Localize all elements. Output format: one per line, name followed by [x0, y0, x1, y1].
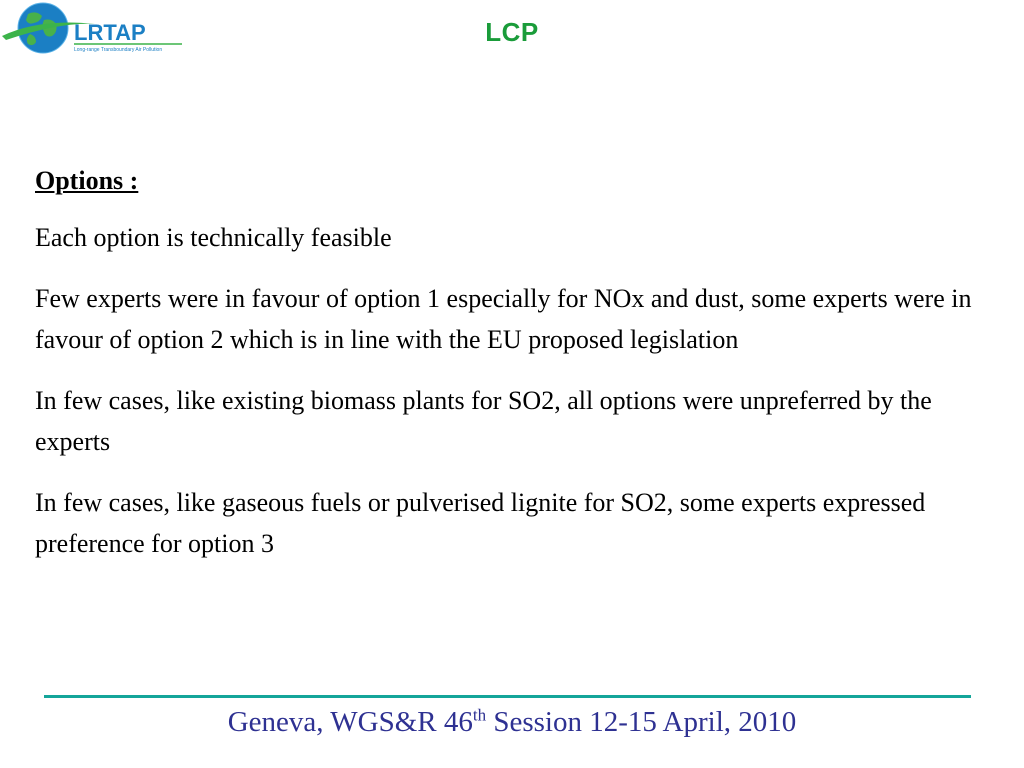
paragraph-gaseous-fuels: In few cases, like gaseous fuels or pulverised lignite for SO2, some experts expressed preference for option 3	[35, 488, 926, 558]
footer-divider	[44, 695, 971, 698]
paragraph-feasible: Each option is technically feasible	[35, 223, 392, 252]
footer-session-info	[0, 706, 1024, 739]
slide-body	[35, 160, 995, 584]
slide-title: LCP	[485, 17, 539, 47]
paragraph-biomass: In few cases, like existing biomass plants for SO2, all options were unpreferred by the experts	[35, 386, 932, 456]
paragraph-expert-favour: Few experts were in favour of option 1 especially for NOx and dust, some experts were in favour of option 2 which is in line with the EU proposed legislation	[35, 284, 972, 354]
footer-ordinal: th	[472, 705, 487, 725]
footer-prefix: Geneva, WGS&R 46	[227, 706, 473, 738]
footer-suffix: Session 12-15 April, 2010	[486, 706, 797, 738]
options-heading: Options :	[35, 166, 139, 195]
logo-wordmark: LRTAP	[74, 20, 146, 45]
logo-tagline: Long-range Transboundary Air Pollution	[74, 47, 163, 53]
